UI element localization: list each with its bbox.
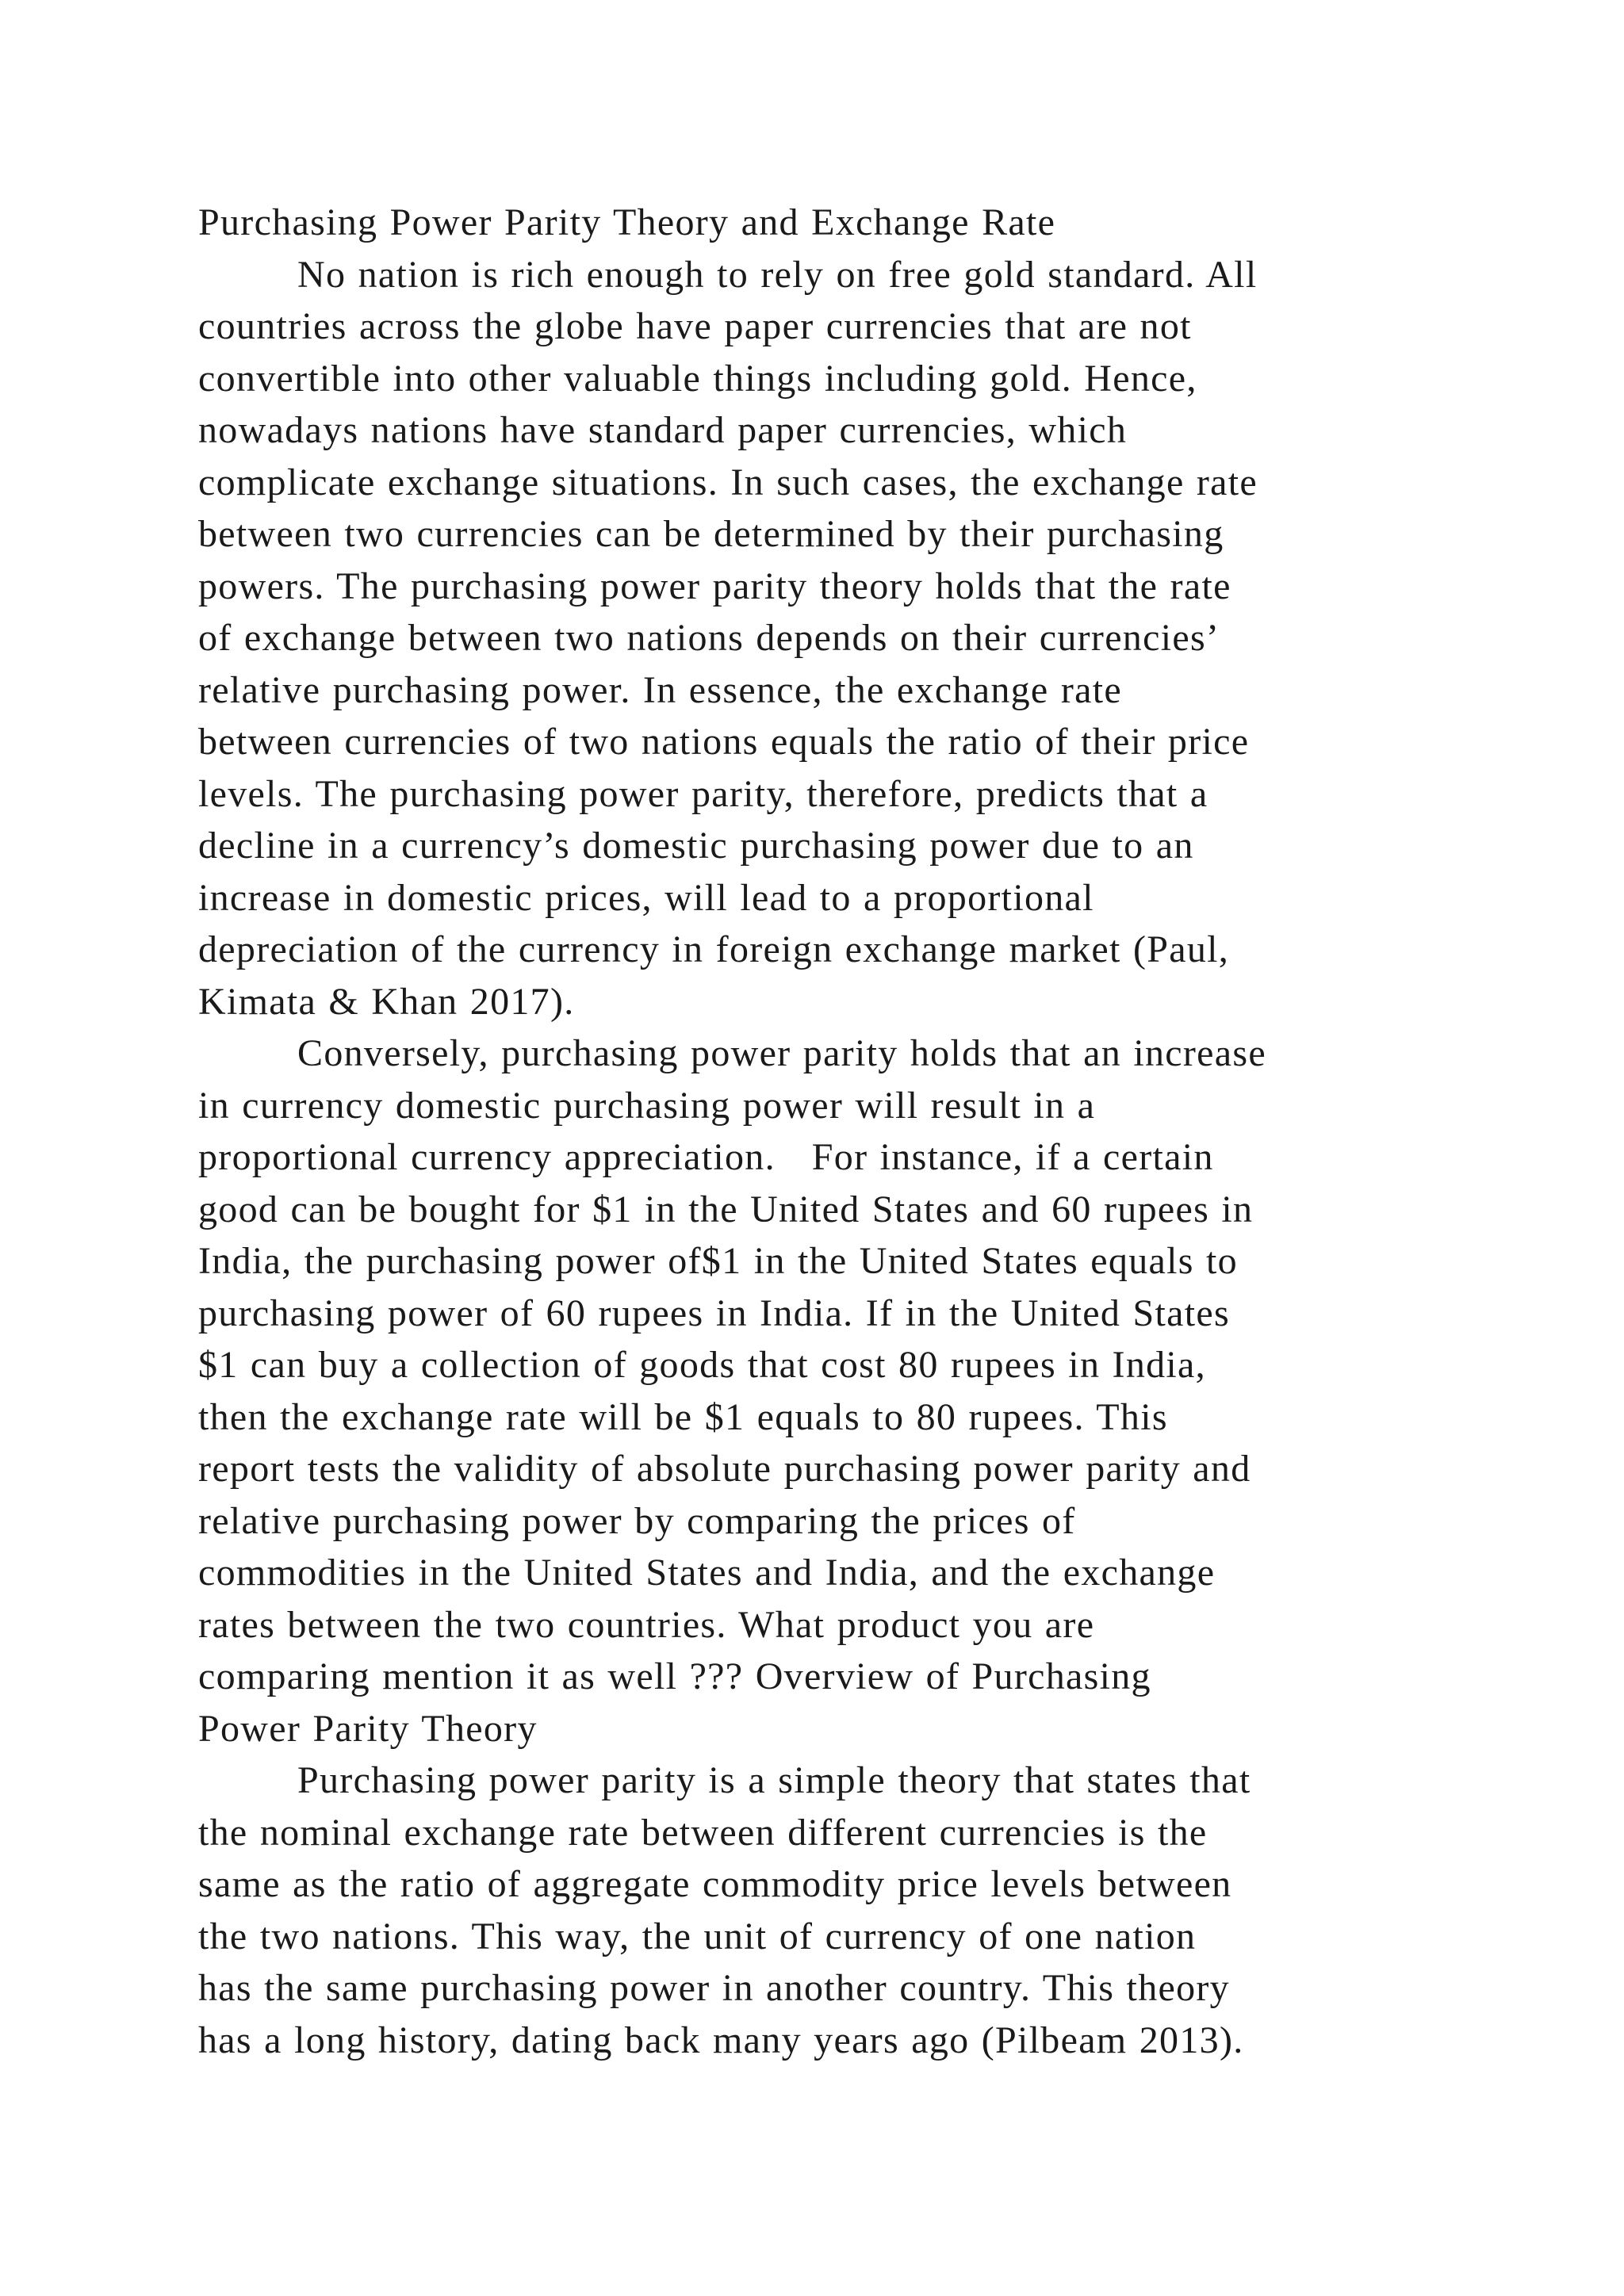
text-line: decline in a currency’s domestic purchasing power due to an: [198, 825, 1194, 867]
text-line: good can be bought for $1 in the United States and 60 rupees in: [198, 1188, 1254, 1230]
text-line: levels. The purchasing power parity, therefore, predicts that a: [198, 772, 1208, 815]
text-line: depreciation of the currency in foreign exchange market (Paul,: [198, 928, 1230, 970]
text-line: countries across the globe have paper currencies that are not: [198, 305, 1192, 347]
text-line: Conversely, purchasing power parity holds that an increase: [297, 1032, 1266, 1074]
text-line: between currencies of two nations equals the ratio of their price: [198, 721, 1250, 763]
document-body: [198, 197, 1499, 2066]
text-line: comparing mention it as well ??? Overview of Purchasing: [198, 1655, 1151, 1697]
text-line: Kimata & Khan 2017).: [198, 980, 575, 1023]
text-line: proportional currency appreciation. For instance, if a certain: [198, 1136, 1214, 1178]
text-line: $1 can buy a collection of goods that cost 80 rupees in India,: [198, 1344, 1206, 1386]
text-line: convertible into other valuable things including gold. Hence,: [198, 357, 1197, 400]
text-line: relative purchasing power. In essence, the exchange rate: [198, 668, 1122, 711]
text-line: rates between the two countries. What product you are: [198, 1603, 1095, 1646]
text-line: between two currencies can be determined by their purchasing: [198, 513, 1224, 555]
text-line: report tests the validity of absolute purchasing power parity and: [198, 1448, 1251, 1490]
text-line: nowadays nations have standard paper currencies, which: [198, 409, 1128, 451]
text-line: in currency domestic purchasing power will result in a: [198, 1084, 1096, 1127]
text-line: powers. The purchasing power parity theory holds that the rate: [198, 564, 1231, 607]
text-line: has the same purchasing power in another country. This theory: [198, 1967, 1230, 2009]
text-line: of exchange between two nations depends on their currencies’: [198, 617, 1220, 659]
text-line: No nation is rich enough to rely on free gold standard. All: [297, 253, 1258, 296]
text-line: complicate exchange situations. In such cases, the exchange rate: [198, 461, 1258, 503]
text-line: Purchasing power parity is a simple theory that states that: [297, 1759, 1251, 1801]
text-line: the two nations. This way, the unit of currency of one nation: [198, 1915, 1197, 1957]
text-line: increase in domestic prices, will lead to a proportional: [198, 876, 1094, 919]
text-line: commodities in the United States and India, and the exchange: [198, 1552, 1216, 1594]
text-line: then the exchange rate will be $1 equals to 80 rupees. This: [198, 1395, 1168, 1438]
text-line: the nominal exchange rate between different currencies is the: [198, 1811, 1208, 1854]
text-line: purchasing power of 60 rupees in India. If in the United States: [198, 1292, 1230, 1334]
document-title: Purchasing Power Parity Theory and Exchange Rate: [198, 201, 1056, 243]
text-line: same as the ratio of aggregate commodity price levels between: [198, 1863, 1232, 1905]
text-line: relative purchasing power by comparing the prices of: [198, 1499, 1076, 1542]
text-line: India, the purchasing power of$1 in the United States equals to: [198, 1240, 1238, 1282]
text-line: has a long history, dating back many years ago (Pilbeam 2013).: [198, 2019, 1244, 2061]
text-line: Power Parity Theory: [198, 1707, 538, 1750]
